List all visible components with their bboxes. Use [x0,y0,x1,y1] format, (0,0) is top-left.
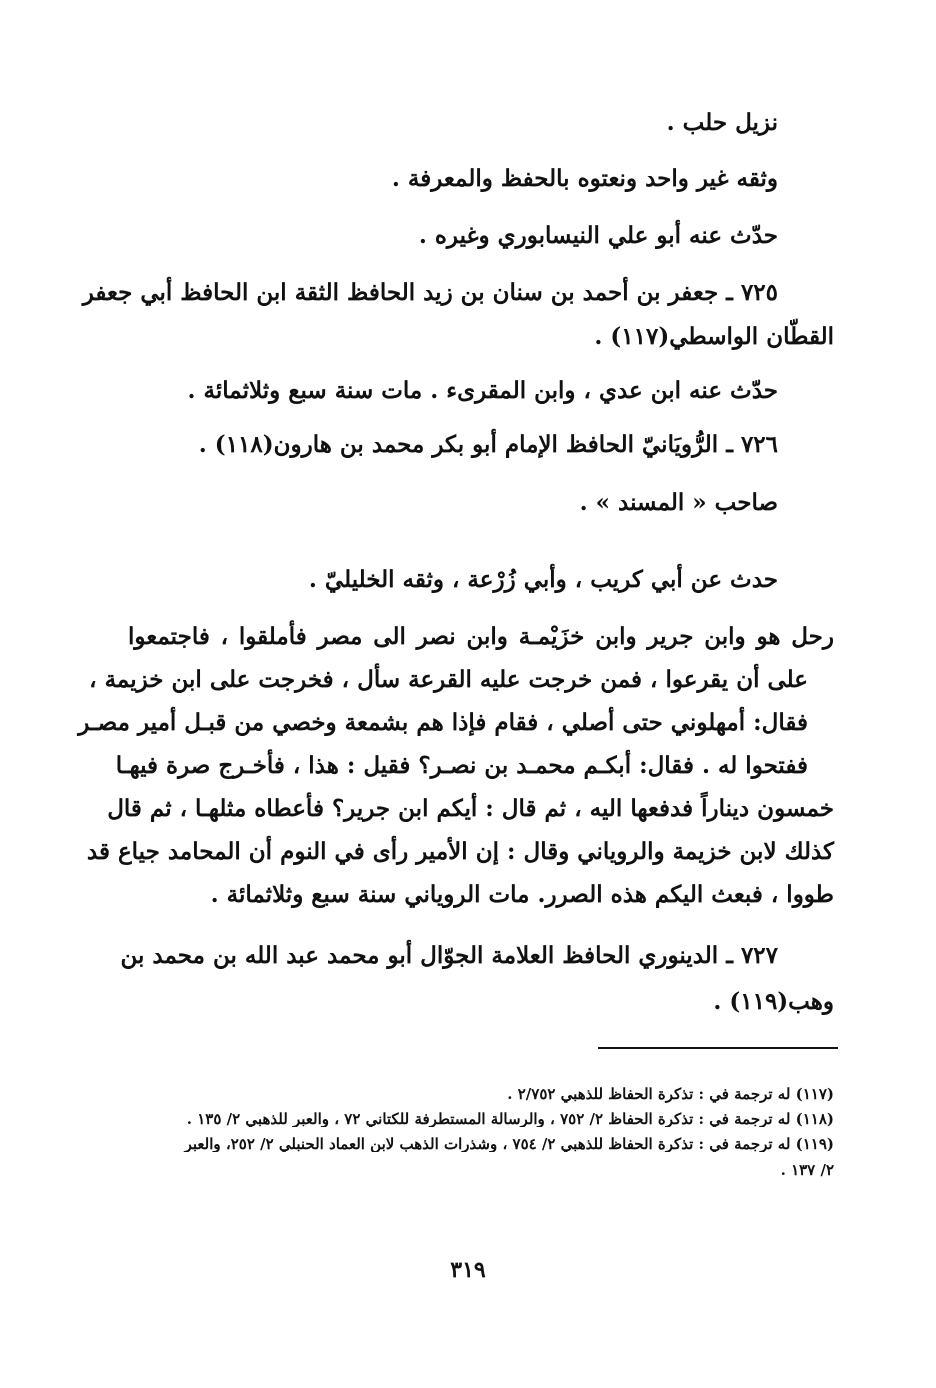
body-line: القطّان الواسطي(١١٧) . [594,323,834,350]
footnote-117: (١١٧) له ترجمة في : تذكرة الحفاظ للذهبي ٢/٧٥٢ . [507,1085,834,1103]
body-line: ففتحوا له . فقال: أبكـم محمـد بن نصـر؟ فقيل : هذا ، فأخـرج صرة فيهـا [115,752,808,779]
entry-heading-726: ٧٢٦ ـ الرُّويَانيّ الحافظ الإمام أبو بكر محمد بن هارون(١١٨) . [198,431,778,458]
footnote-119-continued: ٢/ ١٣٧ . [780,1161,834,1179]
body-line: صاحب « المسند » . [579,489,778,516]
body-line: كذلك لابن خزيمة والروياني وقال : إن الأمير رأى في النوم أن المحامد جياع قد [86,838,834,865]
body-line: طووا ، فبعث اليكم هذه الصرر. مات الروياني سنة سبع وثلاثمائة . [210,881,834,908]
entry-heading-727: ٧٢٧ ـ الدينوري الحافظ العلامة الجوّال أبو محمد عبد الله بن محمد بن [120,942,778,969]
body-line: حدث عن أبي كريب ، وأبي زُرْعة ، وثقه الخليليّ . [308,566,778,593]
footnote-119: (١١٩) له ترجمة في : تذكرة الحفاظ للذهبي ٢/ ٧٥٤ ، وشذرات الذهب لابن العماد الحنبلي ٢/ ٢٥٢، والعبر [184,1137,834,1152]
footnote-separator [598,1047,838,1049]
body-line: حدّث عنه ابن عدي ، وابن المقرىء . مات سنة سبع وثلاثمائة . [187,377,778,404]
entry-heading-725: ٧٢٥ ـ جعفر بن أحمد بن سنان بن زيد الحافظ الثقة ابن الحافظ أبي جعفر [82,279,778,306]
body-line: رحل هو وابن جرير وابن خزَيْمـة وابن نصر الى مصر فأملقوا ، فاجتمعوا [128,623,834,650]
footnote-118: (١١٨) له ترجمة في : تذكرة الحفاظ ٢/ ٧٥٢ ، والرسالة المستطرفة للكتاني ٧٢ ، والعبر للذهبي ٢/ ١٣٥ . [186,1112,834,1127]
body-line: فقال: أمهلوني حتى أصلي ، فقام فإذا هم بشمعة وخصي من قبـل أمير مصـر [78,709,808,736]
body-line: حدّث عنه أبو علي النيسابوري وغيره . [418,222,778,249]
page-number: ٣١٩ [450,1257,486,1283]
body-line: وهب(١١٩) . [713,988,834,1015]
body-line: على أن يقرعوا ، فمن خرجت عليه القرعة سأل ، فخرجت على ابن خزيمة ، [89,666,808,693]
body-line: وثقه غير واحد ونعتوه بالحفظ والمعرفة . [391,165,778,192]
body-line: خمسون ديناراً فدفعها اليه ، ثم قال : أيكم ابن جرير؟ فأعطاه مثلهـا ، ثم قال [107,795,834,822]
body-line: نزيل حلب . [666,109,778,136]
